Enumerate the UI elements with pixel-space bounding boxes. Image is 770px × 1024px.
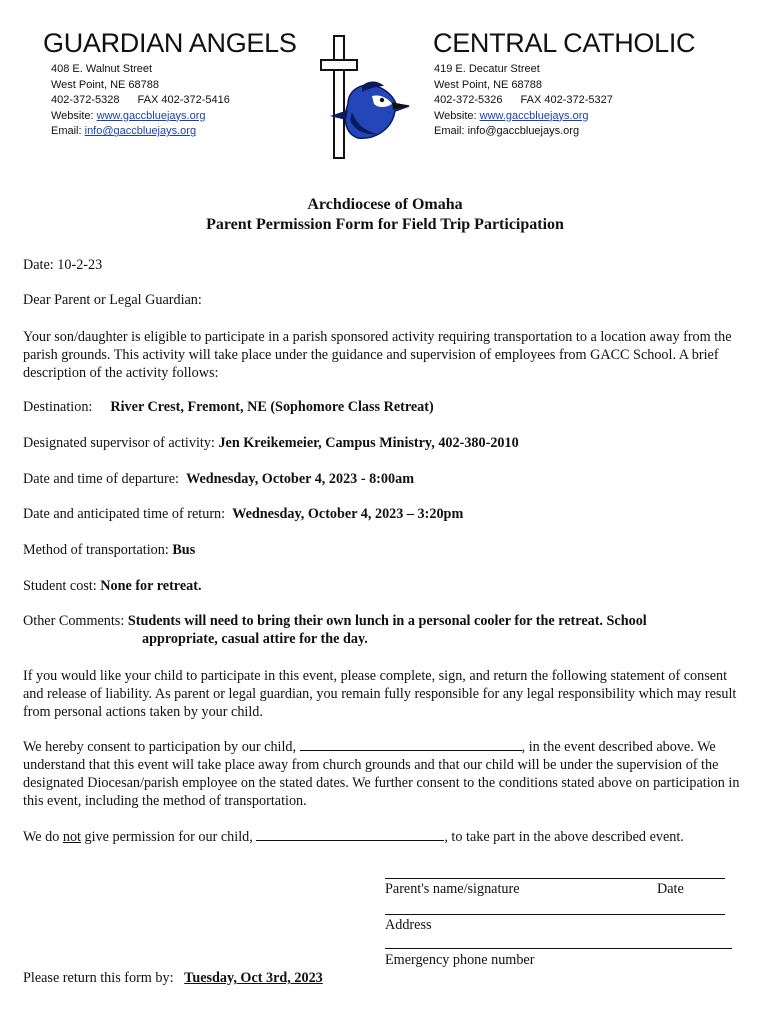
emergency-phone-label: Emergency phone number [385, 952, 535, 968]
comments-label: Other Comments: [23, 613, 125, 629]
departure-line [23, 471, 414, 488]
departure-value: Wednesday, October 4, 2023 - 8:00am [186, 471, 415, 487]
right-website-line [434, 109, 613, 125]
left-email-line [51, 124, 230, 140]
cross-bluejay-logo [318, 34, 410, 162]
return-by-label: Please return this form by: [23, 970, 174, 986]
right-school-name: CENTRAL CATHOLIC [433, 28, 696, 58]
intro-paragraph: Your son/daughter is eligible to participate in a parish sponsored activity requiring transportation to a location away from the parish grounds. This activity will take place under the guidance and supervision of employees from GACC School. A brief description of the activity follows: [23, 329, 732, 381]
comments-value-2: appropriate, casual attire for the day. [142, 631, 368, 647]
transport-label: Method of transportation: [23, 542, 169, 558]
right-school-address [434, 62, 613, 140]
consent-paragraph [23, 738, 745, 810]
decline-middle: give permission for our child, [80, 829, 257, 845]
return-line [23, 506, 463, 523]
departure-label: Date and time of departure: [23, 471, 179, 487]
left-fax: FAX 402-372-5416 [137, 94, 230, 107]
date-value: 10-2-23 [57, 257, 103, 273]
right-website-link[interactable]: www.gaccbluejays.org [479, 109, 589, 122]
cost-line [23, 578, 202, 595]
consent-child-name-field[interactable] [300, 738, 522, 751]
transport-value: Bus [172, 542, 196, 558]
left-website-link[interactable]: www.gaccbluejays.org [96, 109, 206, 122]
supervisor-label: Designated supervisor of activity: [23, 435, 215, 451]
decline-child-name-field[interactable] [256, 828, 444, 841]
left-website-label: Website: [51, 109, 97, 122]
cost-label: Student cost: [23, 578, 97, 594]
right-phone: 402-372-5326 [434, 94, 503, 107]
cost-value: None for retreat. [100, 578, 202, 594]
date-line [23, 257, 102, 274]
emergency-phone-field[interactable] [385, 948, 732, 949]
form-title [0, 195, 770, 235]
comments-line [23, 613, 647, 630]
left-school-name: GUARDIAN ANGELS [43, 28, 297, 58]
left-phone: 402-372-5328 [51, 94, 120, 107]
signature-date-label: Date [657, 881, 684, 897]
left-phone-line [51, 93, 230, 109]
right-website-label: Website: [434, 109, 480, 122]
right-city: West Point, NE 68788 [434, 78, 543, 91]
left-email-link[interactable]: info@gaccbluejays.org [84, 125, 197, 138]
return-label: Date and anticipated time of return: [23, 506, 226, 522]
transport-line [23, 542, 195, 559]
left-school-address [51, 62, 230, 140]
title-archdiocese: Archdiocese of Omaha [307, 196, 463, 213]
salutation: Dear Parent or Legal Guardian: [23, 292, 202, 308]
statement-paragraph: If you would like your child to participate in this event, please complete, sign, and return the following statement of consent and release of liability. As parent or legal guardian, you remain fully responsible for any legal responsibility which may result from personal actions taken by your child. [23, 668, 737, 720]
left-website-line [51, 109, 230, 125]
address-label: Address [385, 917, 432, 933]
title-form-name: Parent Permission Form for Field Trip Participation [206, 216, 564, 233]
return-by-date: Tuesday, Oct 3rd, 2023 [184, 970, 323, 986]
parent-signature-field[interactable] [385, 878, 725, 879]
left-street: 408 E. Walnut Street [51, 63, 153, 75]
parent-signature-label: Parent's name/signature [385, 881, 520, 897]
supervisor-line [23, 435, 519, 452]
right-street: 419 E. Decatur Street [434, 63, 540, 75]
date-label: Date: [23, 257, 58, 273]
address-field[interactable] [385, 914, 725, 915]
left-city: West Point, NE 68788 [51, 78, 160, 91]
decline-before: We do [23, 829, 63, 845]
supervisor-value: Jen Kreikemeier, Campus Ministry, 402-380-2010 [218, 435, 519, 451]
return-value: Wednesday, October 4, 2023 – 3:20pm [232, 506, 464, 522]
return-by-line [23, 970, 323, 987]
right-phone-line [434, 93, 613, 109]
left-email-label: Email: [51, 125, 85, 138]
comments-value-1: Students will need to bring their own lunch in a personal cooler for the retreat. School [127, 613, 647, 629]
destination-label: Destination: [23, 399, 93, 415]
decline-not: not [62, 829, 81, 845]
destination-value: River Crest, Fremont, NE (Sophomore Class Retreat) [110, 399, 434, 415]
destination-line [23, 399, 434, 416]
right-email-line: Email: info@gaccbluejays.org [434, 125, 580, 138]
decline-line [23, 828, 684, 846]
right-fax: FAX 402-372-5327 [520, 94, 613, 107]
consent-before: We hereby consent to participation by our child, [23, 739, 300, 755]
decline-after: , to take part in the above described event. [444, 829, 684, 845]
consent-after: , in the event described above. We understand that this event will take place away from church grounds and that our child will be under the supervision of the designated Diocesan/parish employee on the stated dates. We further consent to the conditions stated above on participation in this event, including the method of transportation. [23, 739, 740, 809]
